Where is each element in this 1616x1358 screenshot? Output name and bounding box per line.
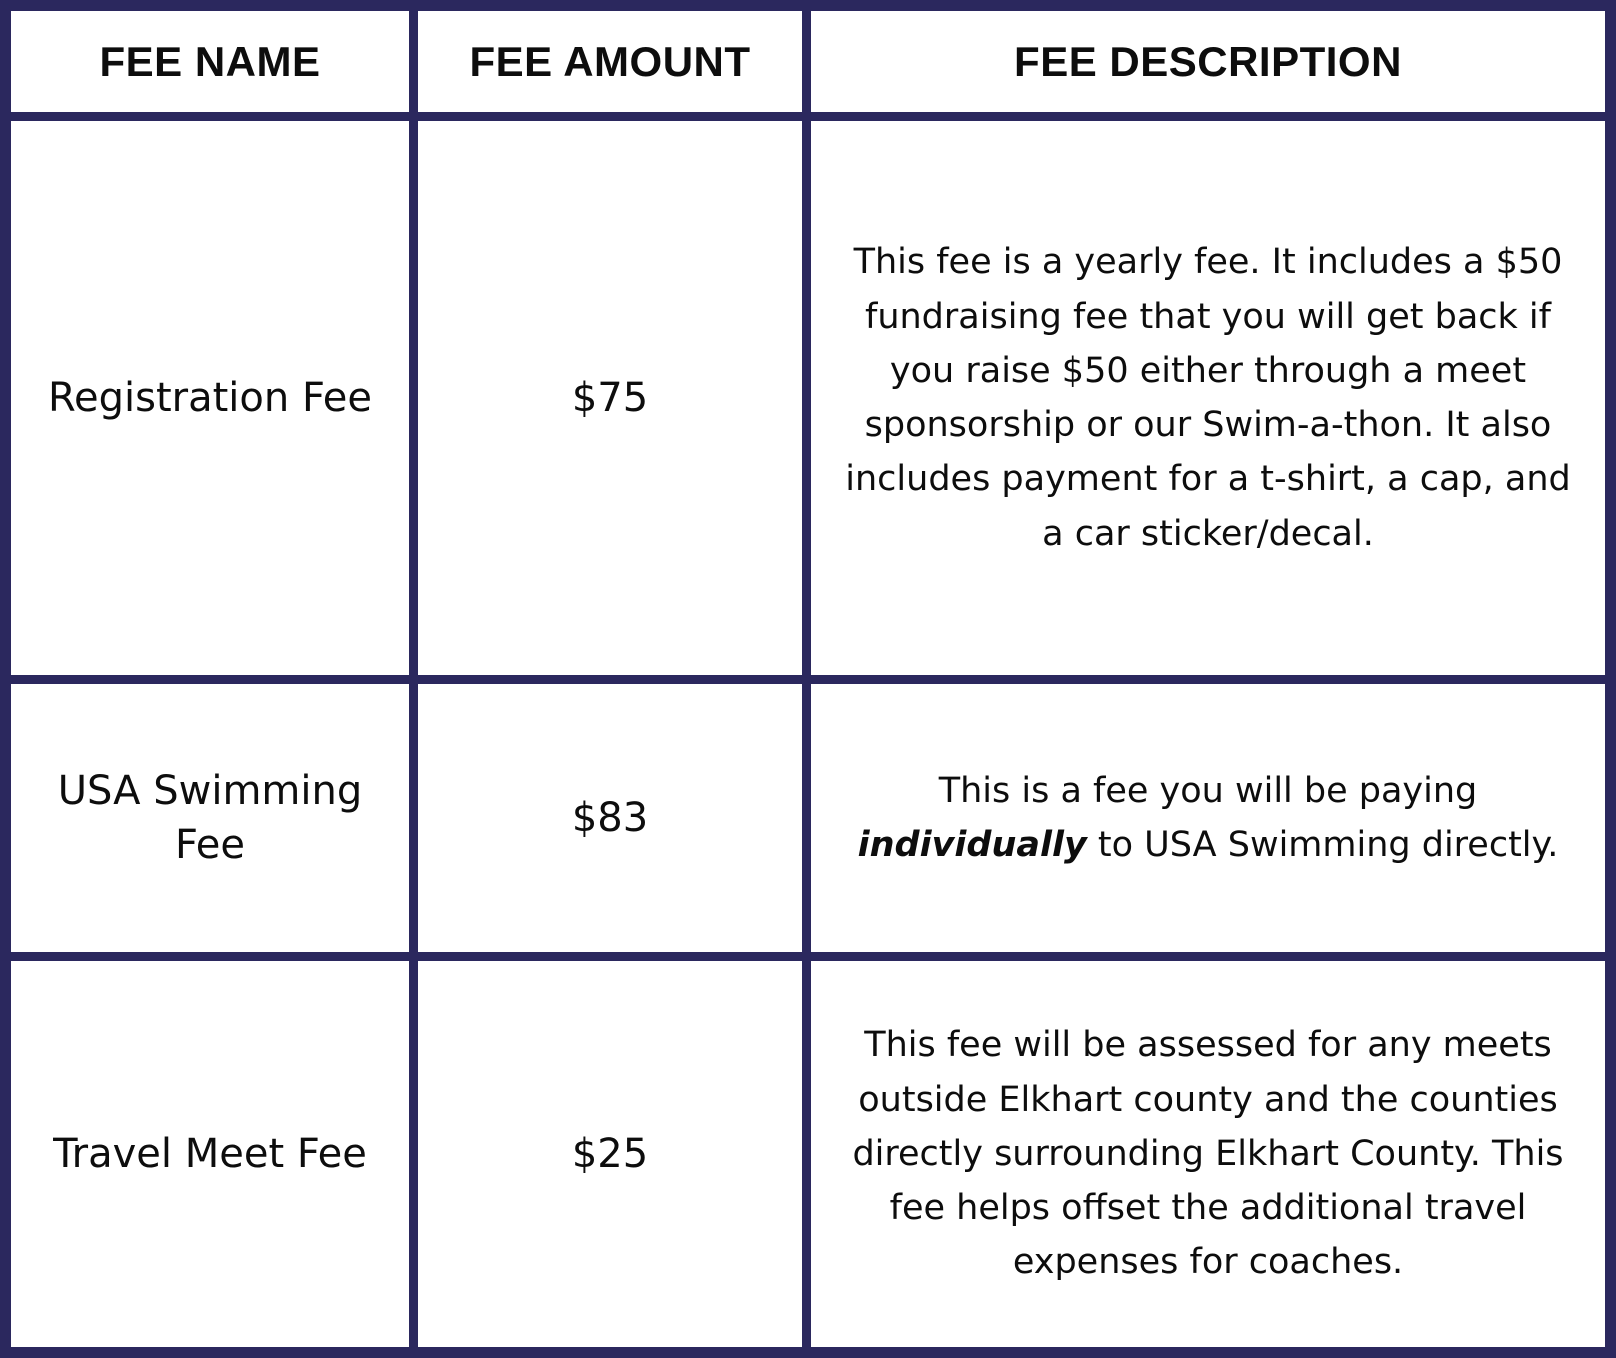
description-emphasis: individually <box>857 825 1087 865</box>
row-usa-swimming-fee-description <box>811 684 1605 952</box>
header-fee-name <box>11 11 409 112</box>
row-usa-swimming-fee-name <box>11 684 409 952</box>
fee-name-text: Travel Meet Fee <box>53 1131 367 1177</box>
header-fee-description-label: FEE DESCRIPTION <box>1014 37 1402 85</box>
header-fee-amount <box>418 11 802 112</box>
fee-name-text: Registration Fee <box>48 375 372 421</box>
description-prefix: This is a fee you will be paying <box>938 770 1478 811</box>
fee-amount-text: $83 <box>571 795 649 841</box>
fee-amount-text: $75 <box>571 375 649 421</box>
description-suffix: to USA Swimming directly. <box>1086 825 1559 865</box>
row-travel-meet-fee-name <box>11 961 409 1347</box>
fee-description-text: This fee is a yearly fee. It includes a $50 fundraising fee that you will get back if you raise $50 either through a meet sponsorship or our Swim-a-thon. It also includes payment for a t-shirt, a cap, and a car sticker/decal. <box>845 242 1571 554</box>
row-registration-fee-description <box>811 121 1605 675</box>
header-fee-description <box>811 11 1605 112</box>
row-travel-meet-fee-description <box>811 961 1605 1347</box>
fee-amount-text: $25 <box>571 1131 649 1177</box>
row-registration-fee-name <box>11 121 409 675</box>
header-fee-amount-label: FEE AMOUNT <box>469 37 751 85</box>
fee-description-text <box>839 764 1577 873</box>
header-fee-name-label: FEE NAME <box>99 37 321 85</box>
row-registration-fee-amount <box>418 121 802 675</box>
row-travel-meet-fee-amount <box>418 961 802 1347</box>
row-usa-swimming-fee-amount <box>418 684 802 952</box>
fee-description-text: This fee will be assessed for any meets outside Elkhart county and the counties directly surrounding Elkhart County. This fee helps offset the additional travel expenses for coaches. <box>852 1025 1564 1283</box>
fee-name-text: USA Swimming Fee <box>57 768 363 868</box>
